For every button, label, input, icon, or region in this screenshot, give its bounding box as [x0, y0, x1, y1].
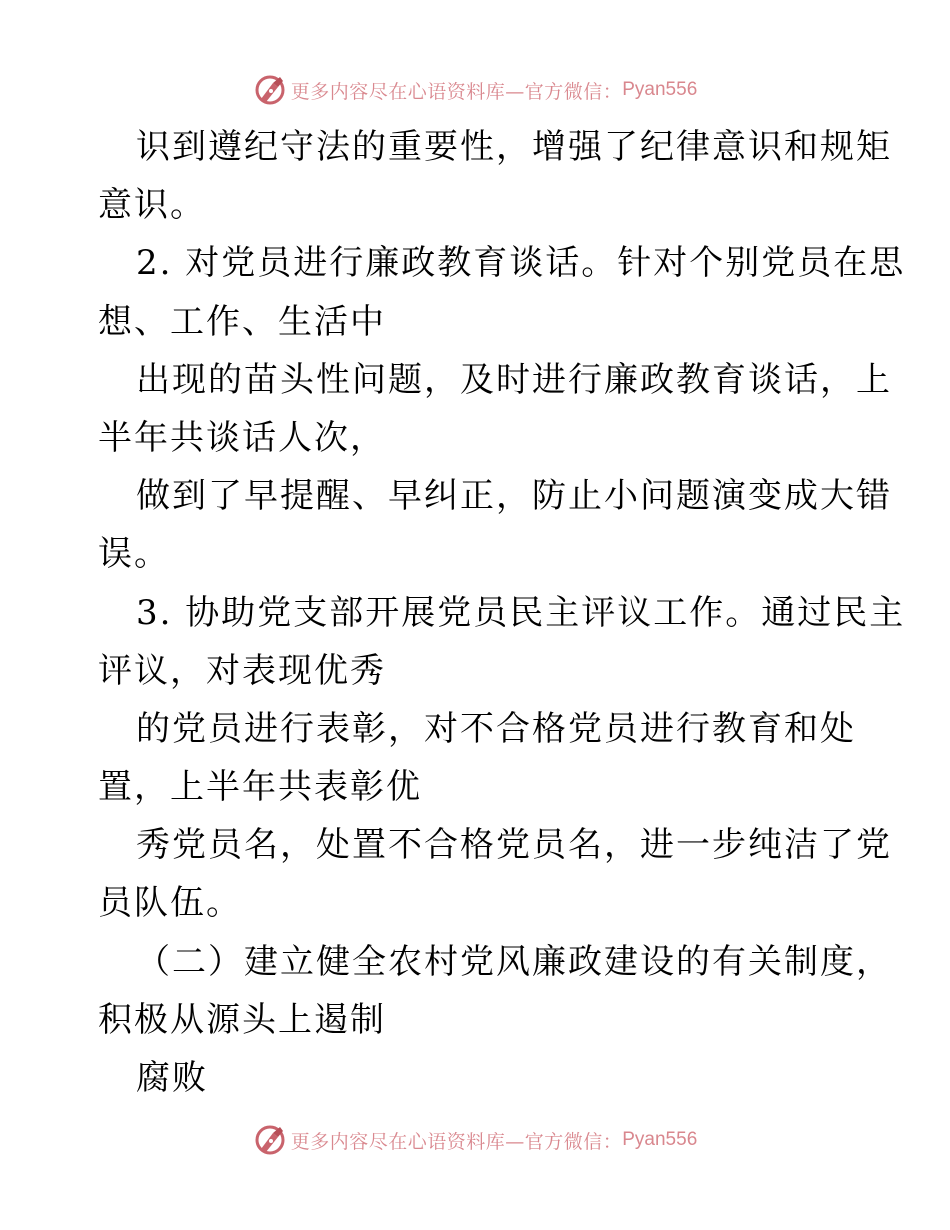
text-line: 置，上半年共表彰优	[98, 767, 422, 808]
watermark-text: 更多内容尽在心语资料库—官方微信：	[290, 1130, 623, 1153]
text-line: 3. 协助党支部开展党员民主评议工作。通过民主	[136, 592, 906, 633]
text-line: 半年共谈话人次，	[98, 417, 386, 458]
text-line: （二）建立健全农村党风廉政建设的有关制度，	[136, 941, 892, 982]
watermark-header	[0, 70, 950, 110]
text-line: 意识。	[98, 185, 206, 226]
pen-nib-icon	[253, 1123, 287, 1157]
watermark-text: 更多内容尽在心语资料库—官方微信：	[290, 80, 623, 103]
text-line: 误。	[98, 534, 170, 575]
text-line: 秀党员名，处置不合格党员名，进一步纯洁了党	[136, 825, 892, 866]
watermark-footer	[0, 1120, 950, 1160]
text-line: 评议，对表现优秀	[98, 650, 386, 691]
pen-nib-icon	[253, 73, 287, 107]
text-line: 员队伍。	[98, 883, 242, 924]
body-text	[98, 118, 906, 1107]
text-line: 出现的苗头性问题，及时进行廉政教育谈话，上	[136, 359, 892, 400]
text-line: 做到了早提醒、早纠正，防止小问题演变成大错	[136, 476, 892, 517]
text-line: 识到遵纪守法的重要性，增强了纪律意识和规矩	[136, 127, 892, 167]
text-line: 积极从源头上遏制	[98, 999, 386, 1040]
text-line: 想、工作、生活中	[98, 301, 386, 342]
text-line: 的党员进行表彰，对不合格党员进行教育和处	[136, 708, 856, 749]
text-line: 2. 对党员进行廉政教育谈话。针对个别党员在思	[136, 243, 906, 284]
watermark-wechat: Pyan556	[622, 79, 698, 100]
watermark-wechat: Pyan556	[622, 1129, 698, 1150]
text-line: 腐败	[136, 1058, 208, 1098]
